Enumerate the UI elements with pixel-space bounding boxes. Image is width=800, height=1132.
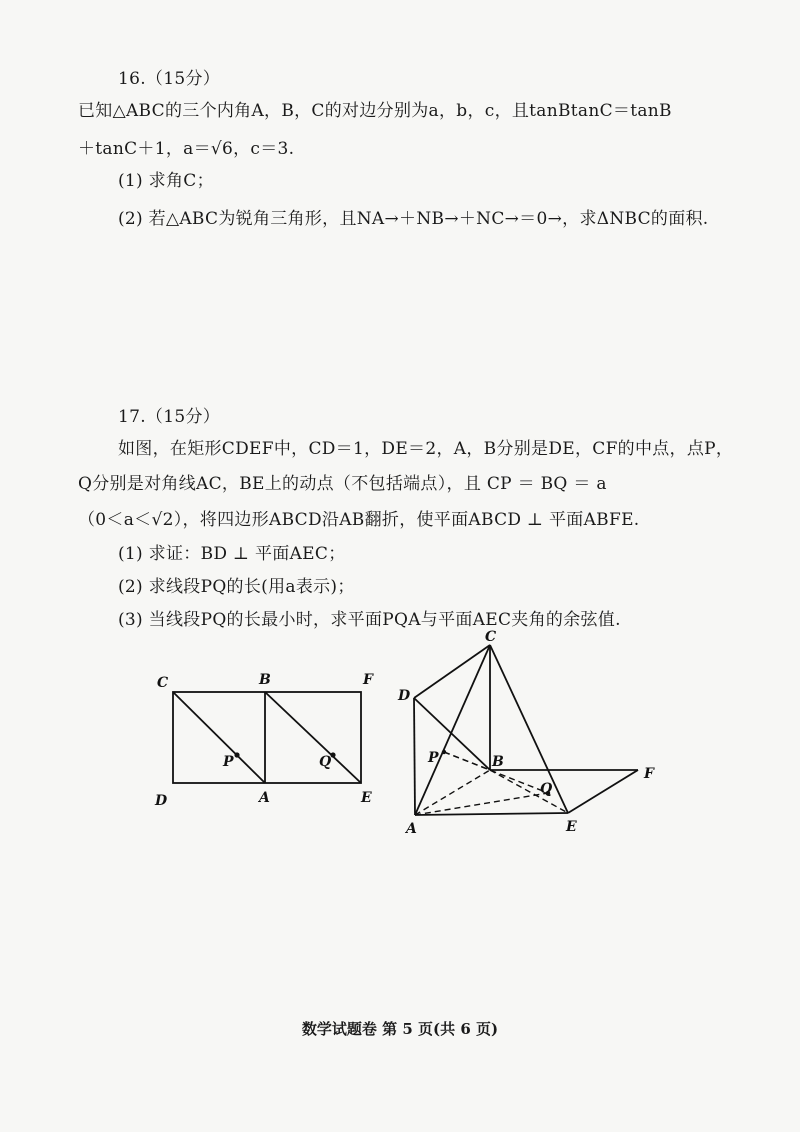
point-p	[234, 752, 239, 757]
problem-17-line-2: Q分别是对角线AC，BE上的动点（不包括端点），且 CP ＝ BQ ＝ a	[78, 474, 607, 494]
edge-db	[414, 698, 490, 770]
point-p-3d	[442, 750, 446, 754]
problem-16-question-1: (1) 求角C；	[118, 171, 214, 191]
edge-da	[414, 698, 415, 815]
page-footer: 数学试题卷 第 5 页(共 6 页)	[301, 1020, 499, 1038]
label-q-3d: Q	[540, 781, 553, 797]
rectangle-cdef	[173, 692, 361, 783]
label-b-3d: B	[492, 754, 504, 770]
problem-17-header: 17.（15分）	[118, 407, 221, 427]
label-e: E	[361, 790, 372, 806]
problem-17-question-3: (3) 当线段PQ的长最小时，求平面PQA与平面AEC夹角的余弦值.	[118, 610, 621, 630]
label-b: B	[259, 672, 271, 688]
label-p-3d: P	[428, 750, 439, 766]
label-f: F	[363, 672, 373, 688]
label-d: D	[155, 793, 168, 809]
label-q: Q	[319, 754, 332, 770]
problem-17-line-1: 如图，在矩形CDEF中，CD＝1，DE＝2，A，B分别是DE，CF的中点，点P，	[118, 439, 734, 459]
dashed-be	[490, 770, 568, 813]
edge-ce	[490, 645, 568, 813]
problem-16-line-1: 已知△ABC的三个内角A，B，C的对边分别为a，b，c，且tanBtanC＝tanB	[78, 101, 672, 121]
problem-16-header: 16.（15分）	[118, 69, 221, 89]
problem-16-line-2: ＋tanC＋1，a＝√6，c＝3.	[78, 139, 295, 159]
edge-ef	[568, 770, 638, 813]
label-a: A	[259, 790, 270, 806]
label-c-3d: C	[485, 630, 497, 645]
label-a-3d: A	[406, 821, 417, 837]
label-f-3d: F	[644, 766, 654, 782]
diagonal-be	[265, 692, 361, 783]
rectangle-figure	[145, 668, 385, 818]
edge-ae	[415, 813, 568, 815]
dashed-ab	[415, 770, 490, 815]
diagonal-ac	[173, 692, 265, 783]
problem-17-line-3: （0＜a＜√2），将四边形ABCD沿AB翻折，使平面ABCD ⊥ 平面ABFE.	[78, 510, 640, 530]
problem-17-question-2: (2) 求线段PQ的长(用a表示)；	[118, 577, 355, 597]
label-d-3d: D	[398, 688, 411, 704]
label-e-3d: E	[566, 819, 577, 835]
label-c: C	[157, 675, 169, 691]
problem-16-question-2: (2) 若△ABC为锐角三角形，且NA→＋NB→＋NC→＝0→，求ΔNBC的面积.	[118, 209, 709, 229]
folded-solid-figure	[390, 630, 665, 845]
dashed-aq	[415, 793, 548, 815]
problem-17-question-1: (1) 求证：BD ⊥ 平面AEC；	[118, 544, 346, 564]
label-p: P	[223, 754, 234, 770]
